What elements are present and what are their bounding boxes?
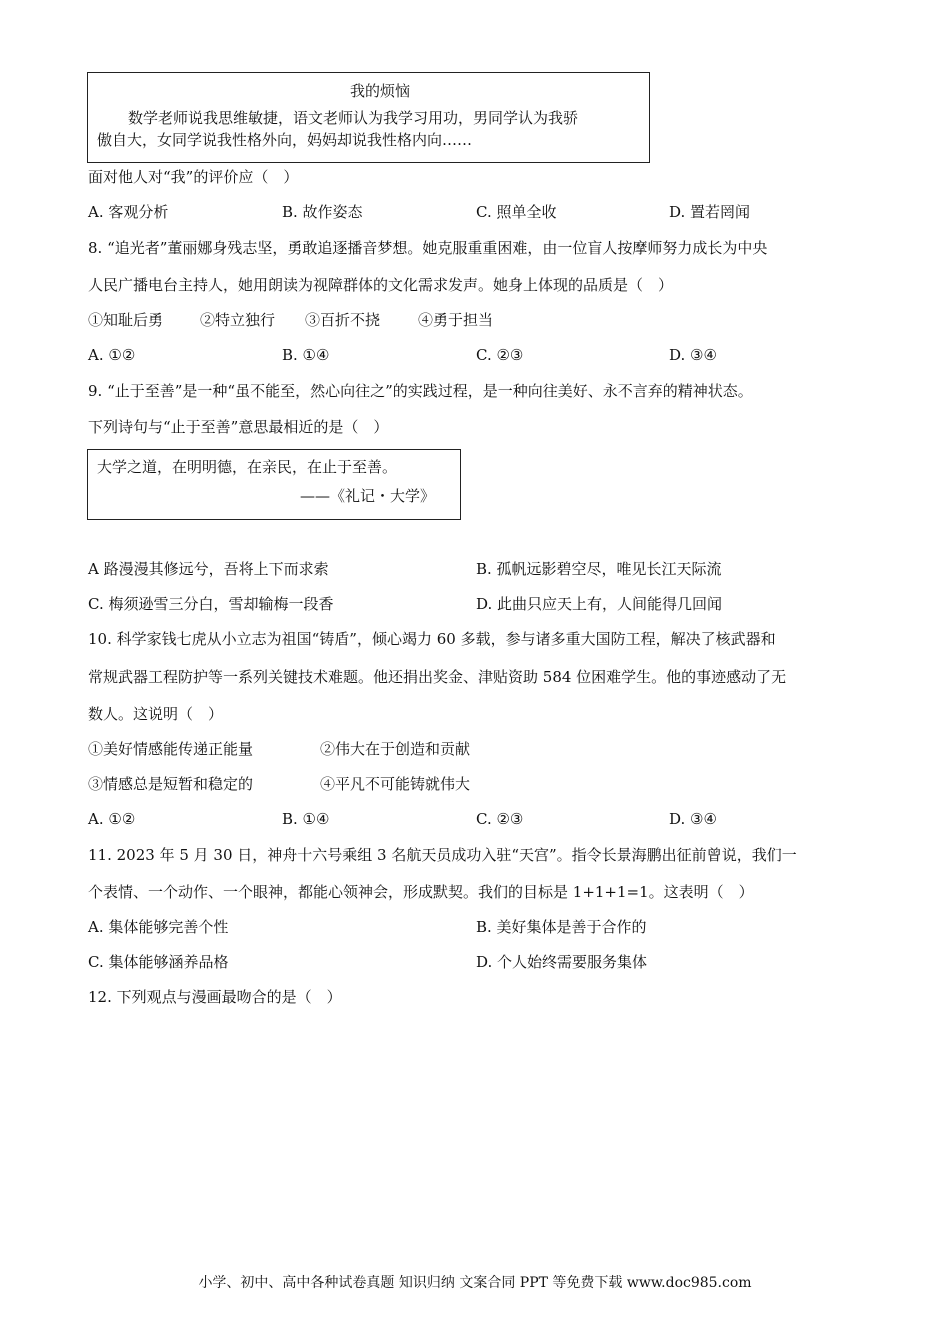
page-footer: 小学、初中、高中各种试卷真题 知识归纳 文案合同 PPT 等免费下载 www.doc985.com [198,1275,752,1291]
q11-option-b: B. 美好集体是善于合作的 [476,918,647,936]
q9-option-b: B. 孤帆远影碧空尽，唯见长江天际流 [476,560,722,578]
q8-option-a: A. ①② [88,346,136,364]
story-line-1: 数学老师说我思维敏捷，语文老师认为我学习用功，男同学认为我骄 [128,109,579,127]
q11-option-c: C. 集体能够涵养品格 [88,953,229,971]
q10-option-b: B. ①④ [282,810,330,828]
q8-item-4: ④勇于担当 [418,311,494,329]
q9-option-d: D. 此曲只应天上有，人间能得几回闻 [476,595,723,613]
q10-stem-line-3: 数人。这说明（ ） [88,705,224,723]
q8-option-d: D. ③④ [669,346,717,364]
q10-option-a: A. ①② [88,810,136,828]
q8-item-1: ①知耻后勇 [88,311,164,329]
q8-option-b: B. ①④ [282,346,330,364]
q11-option-a: A. 集体能够完善个性 [88,918,229,936]
q11-stem-line-2: 个表情、一个动作、一个眼神，都能心领神会，形成默契。我们的目标是 1+1+1=1。这表明（ ） [88,883,754,901]
q8-item-3: ③百折不挠 [305,311,381,329]
q10-option-d: D. ③④ [669,810,717,828]
q12-stem: 12. 下列观点与漫画最吻合的是（ ） [88,988,342,1006]
q10-item-3: ③情感总是短暂和稳定的 [88,775,254,793]
q10-option-c: C. ②③ [476,810,524,828]
q10-item-4: ④平凡不可能铸就伟大 [320,775,471,793]
q9-stem-line-1: 9. “止于至善”是一种“虽不能至，然心向往之”的实践过程，是一种向往美好、永不言弃的精神状态。 [88,382,753,400]
q8-stem-line-1: 8. “追光者”董丽娜身残志坚，勇敢追逐播音梦想。她克服重重困难，由一位盲人按摩师努力成长为中央 [88,239,768,257]
q10-stem-line-2: 常规武器工程防护等一系列关键技术难题。他还捐出奖金、津贴资助 584 位困难学生。他的事迹感动了无 [88,668,787,686]
q11-option-d: D. 个人始终需要服务集体 [476,953,648,971]
q7-option-c: C. 照单全收 [476,203,557,221]
q8-stem-line-2: 人民广播电台主持人，她用朗读为视障群体的文化需求发声。她身上体现的品质是（ ） [88,276,674,294]
q11-stem-line-1: 11. 2023 年 5 月 30 日，神舟十六号乘组 3 名航天员成功入驻“天宫”。指令长景海鹏出征前曾说，我们一 [88,846,797,864]
q9-option-c: C. 梅须逊雪三分白，雪却输梅一段香 [88,595,334,613]
quote-text: 大学之道，在明明德，在亲民，在止于至善。 [97,458,398,476]
q10-item-1: ①美好情感能传递正能量 [88,740,254,758]
q9-option-a: A 路漫漫其修远兮，吾将上下而求索 [88,560,329,578]
story-line-2: 傲自大，女同学说我性格外向，妈妈却说我性格内向…… [97,131,473,149]
q8-item-2: ②特立独行 [200,311,276,329]
q9-stem-line-2: 下列诗句与“止于至善”意思最相近的是（ ） [88,418,389,436]
quote-source: ——《礼记・大学》 [300,487,436,505]
q7-option-b: B. 故作姿态 [282,203,363,221]
q8-option-c: C. ②③ [476,346,524,364]
q10-stem-line-1: 10. 科学家钱七虎从小立志为祖国“铸盾”，倾心竭力 60 多载，参与诸多重大国防工程，解决了核武器和 [88,630,776,648]
q7-stem: 面对他人对“我”的评价应（ ） [88,168,299,186]
q7-option-a: A. 客观分析 [88,203,169,221]
q7-option-d: D. 置若罔闻 [669,203,751,221]
q10-item-2: ②伟大在于创造和贡献 [320,740,471,758]
story-title: 我的烦恼 [350,82,411,100]
